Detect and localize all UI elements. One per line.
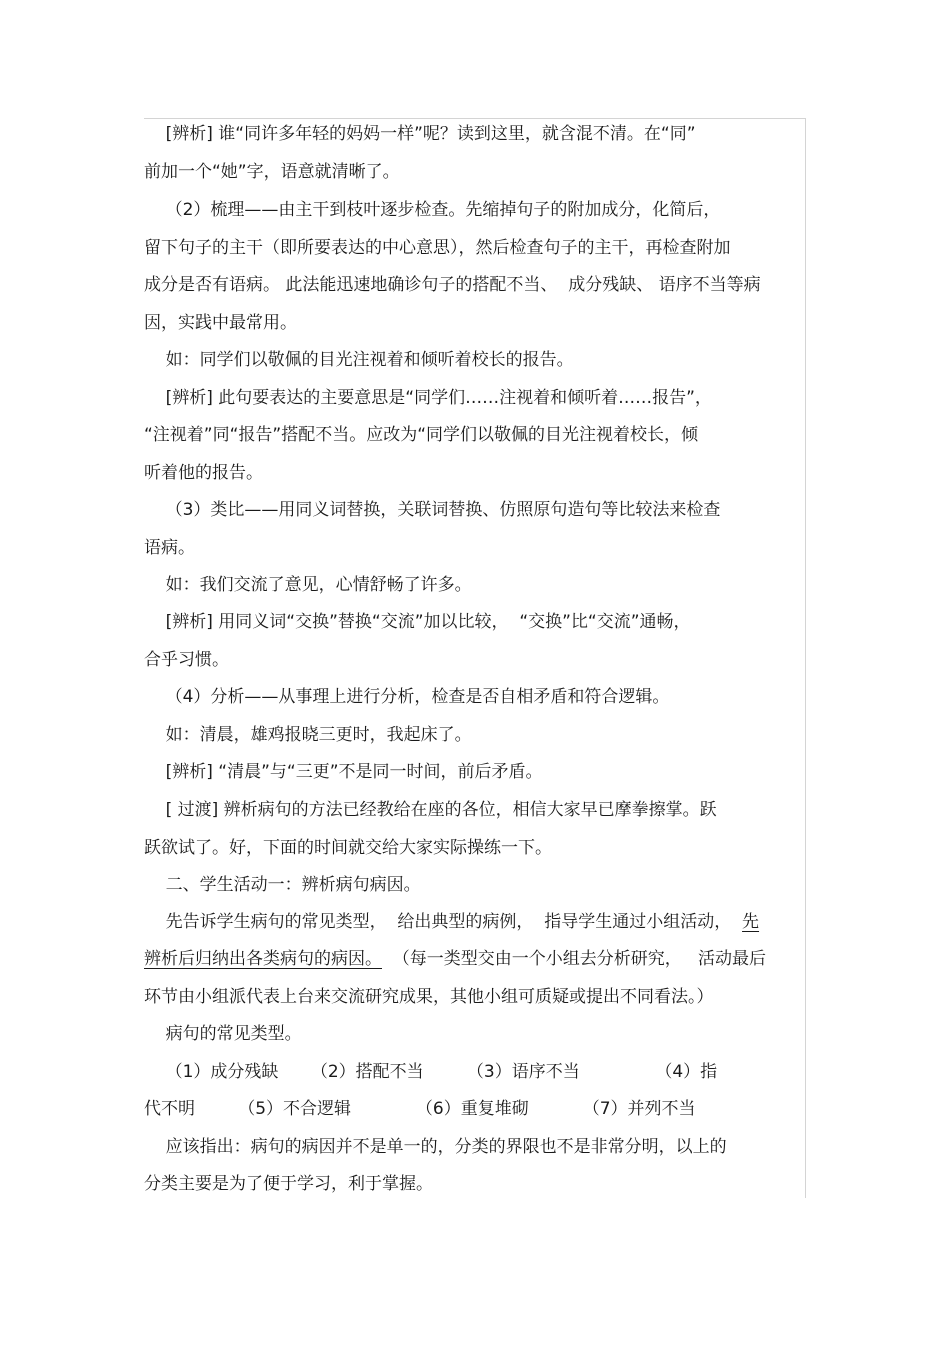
text-line: [ 过渡] 辨析病句的方法已经教给在座的各位，相信大家早已摩拳擦掌。跃 <box>144 800 717 820</box>
underlined-text: 先 <box>742 912 760 932</box>
text-line: [辨析] 此句要表达的主要意思是“同学们……注视着和倾听着……报告”， <box>144 388 712 408</box>
text-line: 二、学生活动一：辨析病句病因。 <box>144 875 421 895</box>
text-line: 留下句子的主干（即所要表达的中心意思），然后检查句子的主干，再检查附加 <box>144 238 731 258</box>
text-line: （4）分析——从事理上进行分析，检查是否自相矛盾和符合逻辑。 <box>144 687 670 707</box>
text-line: 如：我们交流了意见，心情舒畅了许多。 <box>144 575 472 595</box>
text-line: （3）类比——用同义词替换，关联词替换、仿照原句造句等比较法来检查 <box>144 500 721 520</box>
text-line: 如：同学们以敬佩的目光注视着和倾听着校长的报告。 <box>144 350 574 370</box>
text-line: [辨析] 用同义词“交换”替换“交流”加以比较， “交换”比“交流”通畅， <box>144 612 691 632</box>
text-line: 因，实践中最常用。 <box>144 313 297 333</box>
text-line: 语病。 <box>144 538 195 558</box>
text-line: 先告诉学生病句的常见类型， 给出典型的病例， 指导学生通过小组活动， 先 <box>144 912 760 932</box>
text-line: （2）梳理——由主干到枝叶逐步检查。先缩掉句子的附加成分，化简后， <box>144 200 721 220</box>
text-line: 前加一个“她”字，语意就清晰了。 <box>144 162 400 182</box>
text-line: 听着他的报告。 <box>144 463 263 483</box>
text-line: 代不明 （5）不合逻辑 （6）重复堆砌 （7）并列不当 <box>144 1099 696 1119</box>
text-line: 分类主要是为了便于学习，利于掌握。 <box>144 1174 433 1194</box>
text-line: 环节由小组派代表上台来交流研究成果，其他小组可质疑或提出不同看法。） <box>144 987 714 1007</box>
text-line: [辨析] 谁“同许多年轻的妈妈一样”呢？读到这里，就含混不清。在“同” <box>144 124 696 144</box>
text-line: 成分是否有语病。 此法能迅速地确诊句子的搭配不当、 成分残缺、 语序不当等病 <box>144 275 761 295</box>
underlined-text: 辨析后归纳出各类病句的病因。 <box>144 949 382 969</box>
text-line: 跃欲试了。好，下面的时间就交给大家实际操练一下。 <box>144 838 552 858</box>
text-line: 如：清晨，雄鸡报晓三更时，我起床了。 <box>144 725 472 745</box>
text-line: 应该指出：病句的病因并不是单一的，分类的界限也不是非常分明，以上的 <box>144 1137 727 1157</box>
text-line: 辨析后归纳出各类病句的病因。 （每一类型交由一个小组去分析研究， 活动最后 <box>144 949 767 969</box>
text-line: [辨析] “清晨”与“三更”不是同一时间，前后矛盾。 <box>144 762 543 782</box>
text-line: 病句的常见类型。 <box>144 1024 302 1044</box>
text-line: “注视着”同“报告”搭配不当。应改为“同学们以敬佩的目光注视着校长，倾 <box>144 425 699 445</box>
text-line: 合乎习惯。 <box>144 650 229 670</box>
text-line: （1）成分残缺 （2）搭配不当 （3）语序不当 （4）指 <box>144 1062 718 1082</box>
